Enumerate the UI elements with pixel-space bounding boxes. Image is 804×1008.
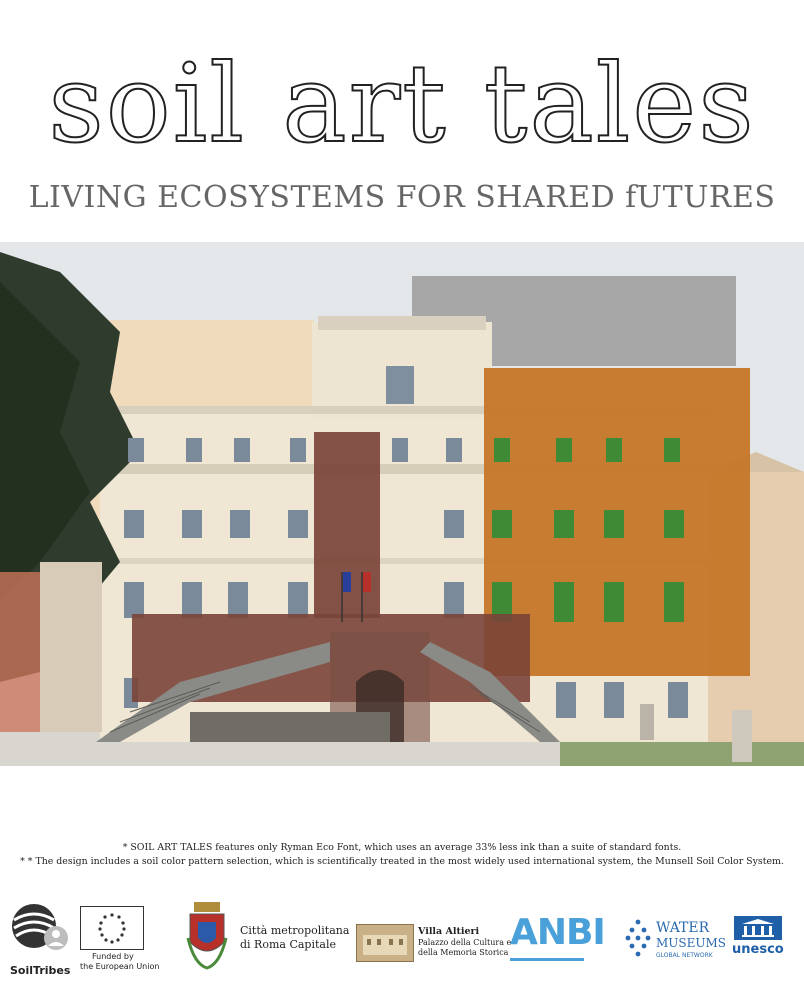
villa-altieri-image [356, 924, 414, 962]
citta-metropolitana-crest-icon [184, 898, 230, 974]
palazzo-illustration [0, 242, 804, 766]
page-title: soil art tales [48, 42, 756, 167]
footnote-font: * SOIL ART TALES features only Ryman Eco Font, which uses an average 33% less ink than a suite of standard fonts. [122, 842, 682, 853]
anbi-logo: ANBI [510, 912, 605, 953]
soiltribes-logo-icon [8, 902, 68, 950]
villa-altieri-title: Villa Altieri [418, 926, 480, 937]
footnote-munsell: * * The design includes a soil color pattern selection, which is scientifically treated in the most widely used international system, the Munsell Soil Color System. [20, 856, 784, 867]
water-museums-line3: GLOBAL NETWORK [656, 952, 713, 959]
unesco-temple-icon [734, 916, 782, 940]
water-museums-line2: MUSEUMS [656, 936, 727, 950]
eu-funded-line2: the European Union [80, 962, 160, 971]
water-museums-line1: WATER [656, 920, 710, 936]
partner-logos [0, 890, 804, 990]
eu-funded-line1: Funded by [92, 952, 134, 961]
water-museums-dots-icon [624, 918, 652, 958]
unesco-label: unesco [732, 942, 784, 957]
palazzo-svg [0, 242, 804, 766]
villa-altieri-line2: della Memoria Storica [418, 948, 509, 957]
citta-label-line1: Città metropolitana [240, 924, 350, 937]
page-subtitle: LIVING ECOSYSTEMS FOR SHARED fUTURES [28, 180, 776, 215]
citta-label-line2: di Roma Capitale [240, 938, 336, 951]
anbi-underline [510, 958, 584, 961]
villa-altieri-line1: Palazzo della Cultura e [418, 938, 512, 947]
soiltribes-label: SoilTribes [10, 964, 71, 977]
eu-flag-icon [80, 906, 144, 950]
